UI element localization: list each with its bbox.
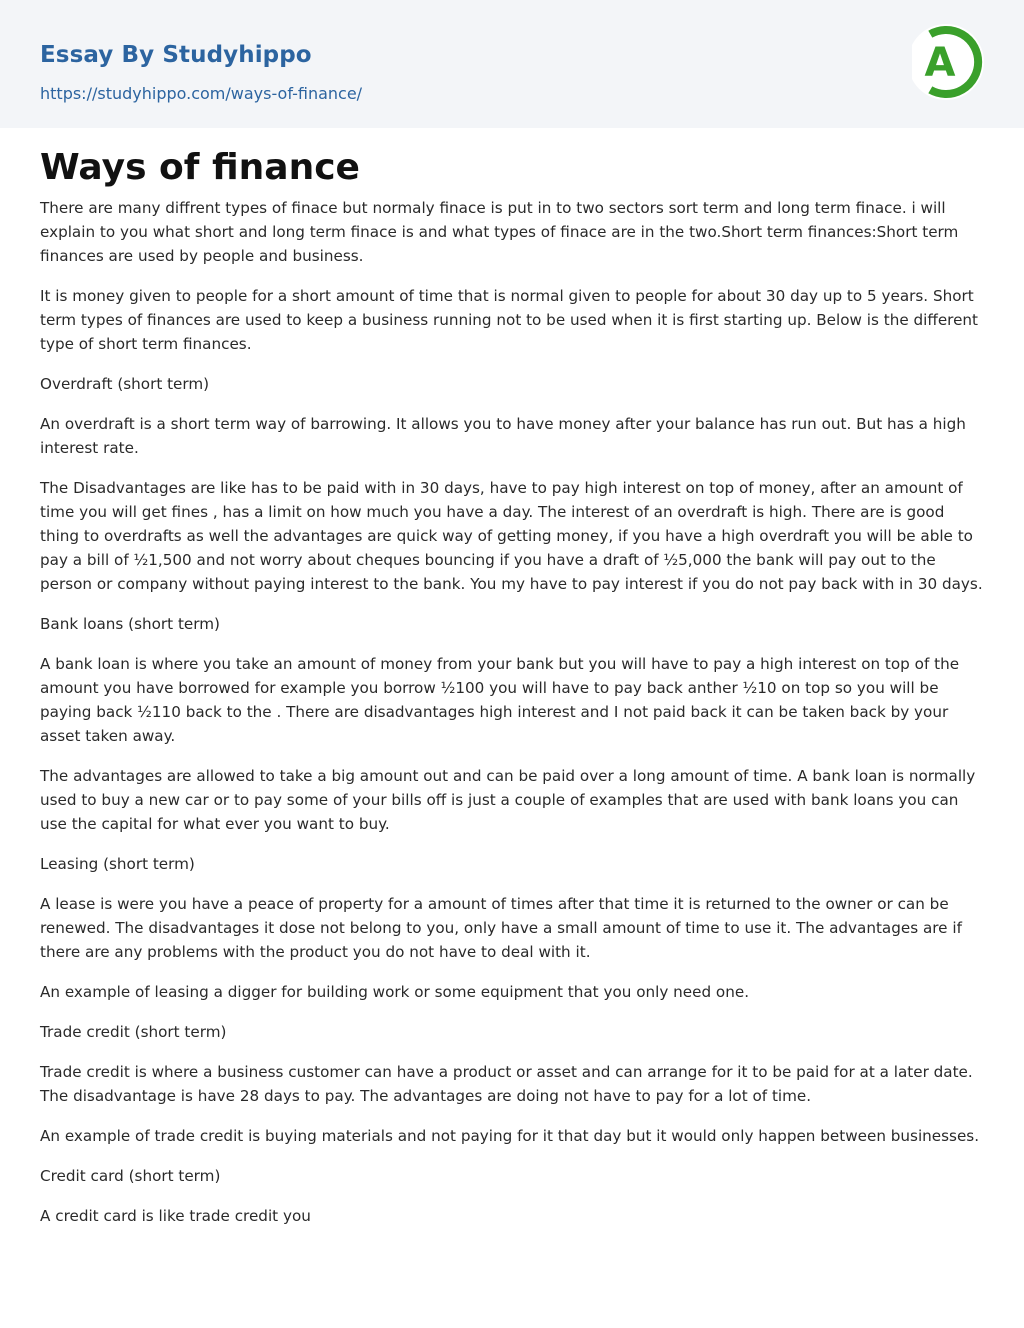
section-heading-leasing: Leasing (short term) <box>40 855 195 873</box>
section-heading-bank-loans: Bank loans (short term) <box>40 615 220 633</box>
page-title: Ways of finance <box>40 147 360 188</box>
paragraph-lease-example: An example of leasing a digger for building work or some equipment that you only need one. <box>40 983 750 1001</box>
site-header <box>0 0 1024 128</box>
logo-letter: A <box>924 40 956 86</box>
brand-name[interactable]: Essay By Studyhippo <box>40 42 312 68</box>
paragraph-trade-credit-definition: Trade credit is where a business customer can have a product or asset and can arrange for it to be paid for at a later date. The disadvantage is have 28 days to pay. The advantages are doing not have to pay for a lot of time. <box>40 1063 973 1105</box>
section-heading-trade-credit: Trade credit (short term) <box>40 1023 227 1041</box>
article <box>40 144 986 1244</box>
paragraph-intro: There are many diffrent types of finace but normaly finace is put in to two sectors sort term and long term finace. i will explain to you what short and long term finace is and what types of finace are in the two.Short term finances:Short term finances are used by people and business. <box>40 199 959 265</box>
paragraph-bank-loan-definition: A bank loan is where you take an amount of money from your bank but you will have to pay a high interest on top of the amount you have borrowed for example you borrow ½100 you will have to pay back anther ½10 on top so you will be paying back ½110 back to the . There are disadvantages high interest and I not paid back it can be taken back by your asset taken away. <box>40 655 960 745</box>
essay-url-link[interactable]: https://studyhippo.com/ways-of-finance/ <box>40 84 363 103</box>
paragraph-credit-card: A credit card is like trade credit you <box>40 1207 311 1225</box>
paragraph-overdraft-definition: An overdraft is a short term way of barrowing. It allows you to have money after your balance has run out. But has a high interest rate. <box>40 415 966 457</box>
paragraph-bank-loan-advantages: The advantages are allowed to take a big amount out and can be paid over a long amount of time. A bank loan is normally used to buy a new car or to pay some of your bills off is just a couple of examples that are used with bank loans you can use the capital for what ever you want to buy. <box>40 767 976 833</box>
paragraph-lease-definition: A lease is were you have a peace of property for a amount of times after that time it is returned to the owner or can be renewed. The disadvantages it dose not belong to you, only have a small amount of time to use it. The advantages are if there are any problems with the product you do not have to deal with it. <box>40 895 962 961</box>
studyhippo-logo-icon[interactable] <box>912 18 988 106</box>
paragraph-short-term: It is money given to people for a short amount of time that is normal given to people for about 30 day up to 5 years. Short term types of finances are used to keep a business running not to be used when it is first starting up. Below is the different type of short term finances. <box>40 287 978 353</box>
section-heading-credit-card: Credit card (short term) <box>40 1167 221 1185</box>
paragraph-trade-credit-example: An example of trade credit is buying materials and not paying for it that day but it would only happen between businesses. <box>40 1127 980 1145</box>
section-heading-overdraft: Overdraft (short term) <box>40 375 210 393</box>
paragraph-overdraft-pros-cons: The Disadvantages are like has to be paid with in 30 days, have to pay high interest on top of money, after an amount of time you will get fines , has a limit on how much you have a day. The interest of an overdraft is high. There are is good thing to overdrafts as well the advantages are quick way of getting money, if you have a high overdraft you will be able to pay a bill of ½1,500 and not worry about cheques bouncing if you have a draft of ½5,000 the bank will pay out to the person or company without paying interest to the bank. You my have to pay interest if you do not pay back with in 30 days. <box>40 479 983 593</box>
